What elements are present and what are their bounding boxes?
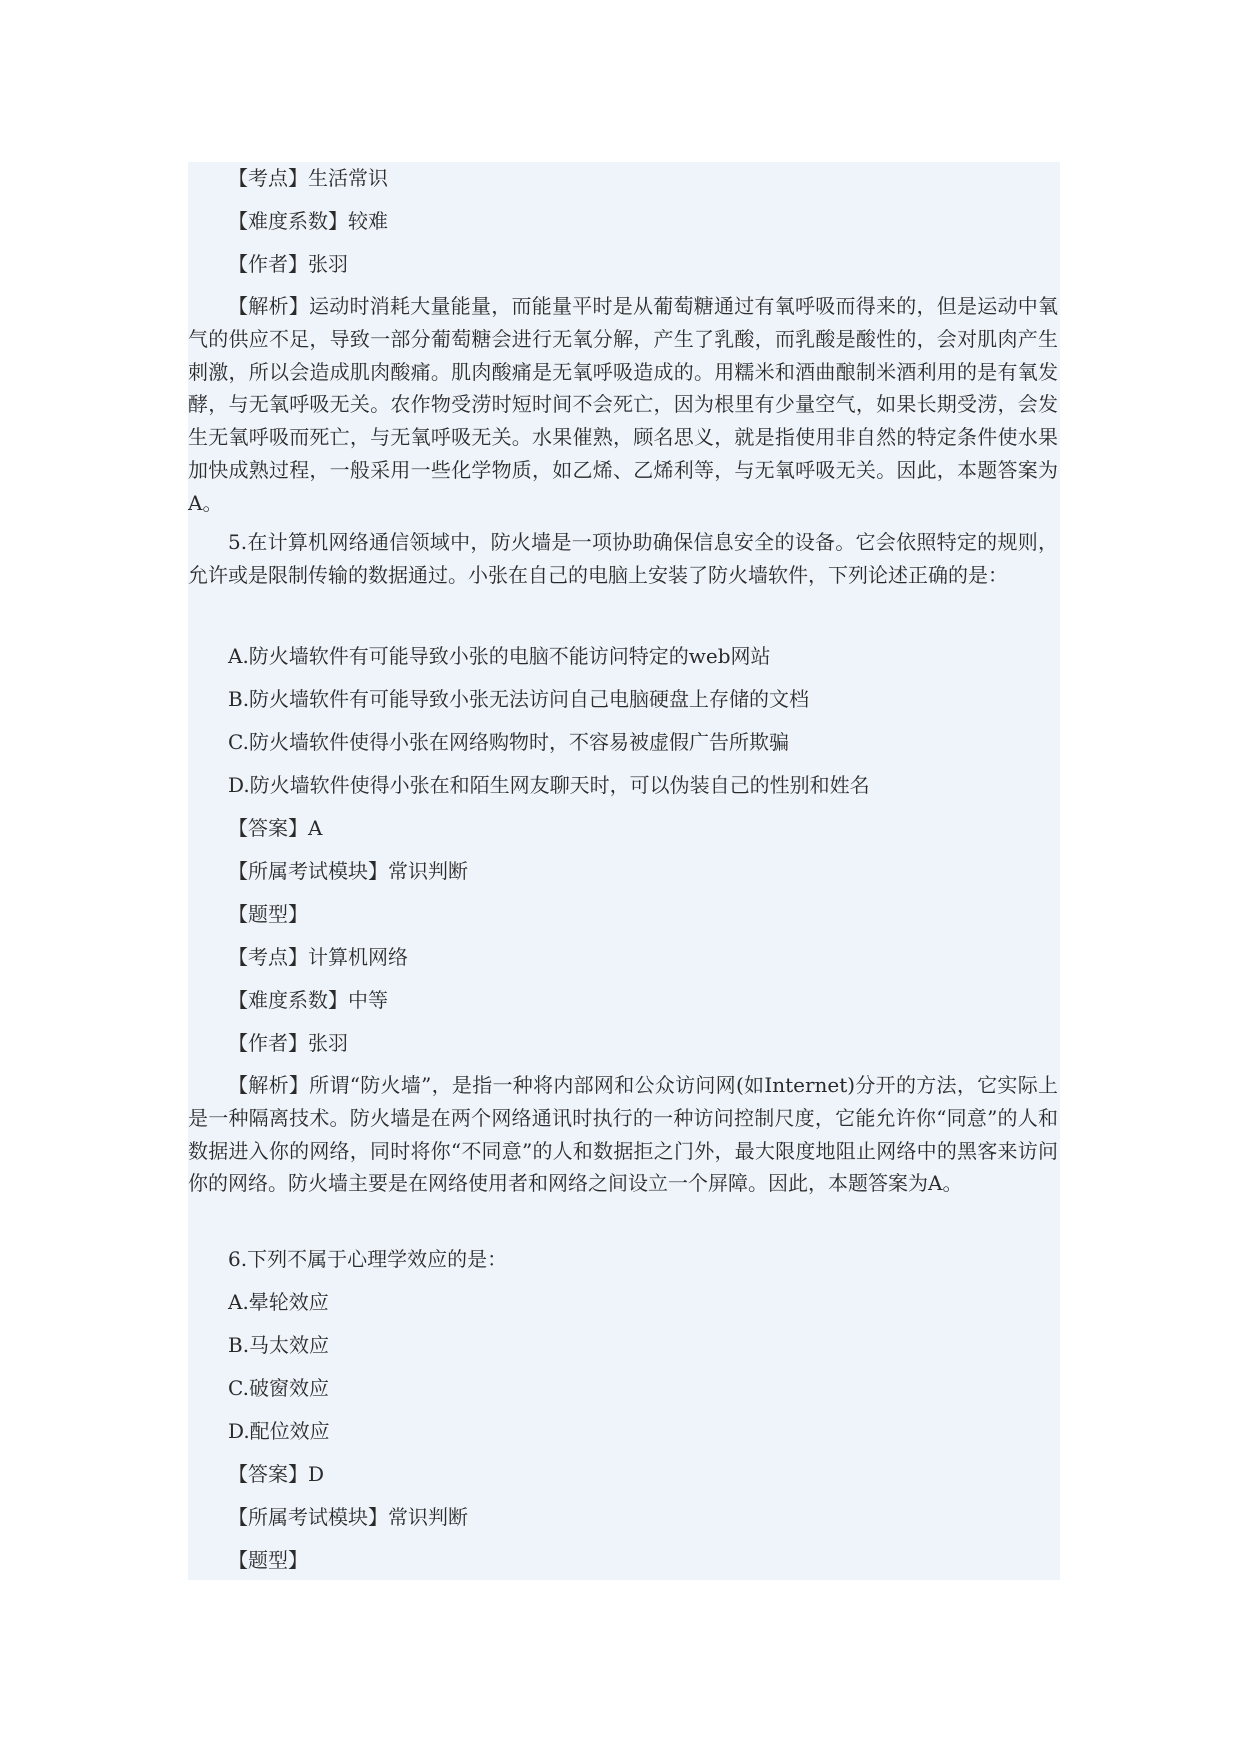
question-5-option-a: A.防火墙软件有可能导致小张的电脑不能访问特定的web网站 xyxy=(228,644,771,668)
question-5-module: 【所属考试模块】常识判断 xyxy=(228,859,468,883)
question-5-stem: 5.在计算机网络通信领域中，防火墙是一项协助确保信息安全的设备。它会依照特定的规则，允许或是限制传输的数据通过。小张在自己的电脑上安装了防火墙软件，下列论述正确的是： xyxy=(188,530,1058,587)
question-5-difficulty: 【难度系数】中等 xyxy=(228,988,388,1012)
question-5-author: 【作者】张羽 xyxy=(228,1031,348,1055)
analysis-paragraph-5: 【解析】所谓“防火墙”，是指一种将内部网和公众访问网(如Internet)分开的方法，它实际上是一种隔离技术。防火墙是在两个网络通讯时执行的一种访问控制尺度，它能允许你“同意”的人和数据进入你的网络，同时将你“不同意”的人和数据拒之门外，最大限度地阻止网络中的黑客来访问你的网络。防火墙主要是在网络使用者和网络之间设立一个屏障。因此，本题答案为A。 xyxy=(188,1073,1058,1196)
document-body xyxy=(188,162,1060,1580)
question-5-option-d: D.防火墙软件使得小张在和陌生网友聊天时，可以伪装自己的性别和姓名 xyxy=(228,773,870,797)
author-line: 【作者】张羽 xyxy=(228,252,348,276)
question-6-type: 【题型】 xyxy=(228,1548,308,1572)
question-6-answer: 【答案】D xyxy=(228,1462,325,1486)
question-6-option-d: D.配位效应 xyxy=(228,1419,330,1443)
analysis-paragraph-4: 【解析】运动时消耗大量能量，而能量平时是从葡萄糖通过有氧呼吸而得来的，但是运动中氧气的供应不足，导致一部分葡萄糖会进行无氧分解，产生了乳酸，而乳酸是酸性的，会对肌肉产生刺激，所以会造成肌肉酸痛。肌肉酸痛是无氧呼吸造成的。用糯米和酒曲酿制米酒利用的是有氧发酵，与无氧呼吸无关。农作物受涝时短时间不会死亡，因为根里有少量空气，如果长期受涝，会发生无氧呼吸而死亡，与无氧呼吸无关。水果催熟，顾名思义，就是指使用非自然的特定条件使水果加快成熟过程，一般采用一些化学物质，如乙烯、乙烯利等，与无氧呼吸无关。因此，本题答案为A。 xyxy=(188,294,1058,515)
keypoint-line: 【考点】生活常识 xyxy=(228,166,388,190)
question-5-option-b: B.防火墙软件有可能导致小张无法访问自己电脑硬盘上存储的文档 xyxy=(228,687,810,711)
question-5-keypoint: 【考点】计算机网络 xyxy=(228,945,408,969)
question-5-answer: 【答案】A xyxy=(228,816,323,840)
question-6-stem: 6.下列不属于心理学效应的是： xyxy=(228,1247,508,1271)
question-5-type: 【题型】 xyxy=(228,902,308,926)
question-6-option-c: C.破窗效应 xyxy=(228,1376,329,1400)
question-6-module: 【所属考试模块】常识判断 xyxy=(228,1505,468,1529)
question-5-option-c: C.防火墙软件使得小张在网络购物时，不容易被虚假广告所欺骗 xyxy=(228,730,789,754)
question-6-option-b: B.马太效应 xyxy=(228,1333,330,1357)
difficulty-line: 【难度系数】较难 xyxy=(228,209,388,233)
question-6-option-a: A.晕轮效应 xyxy=(228,1290,329,1314)
